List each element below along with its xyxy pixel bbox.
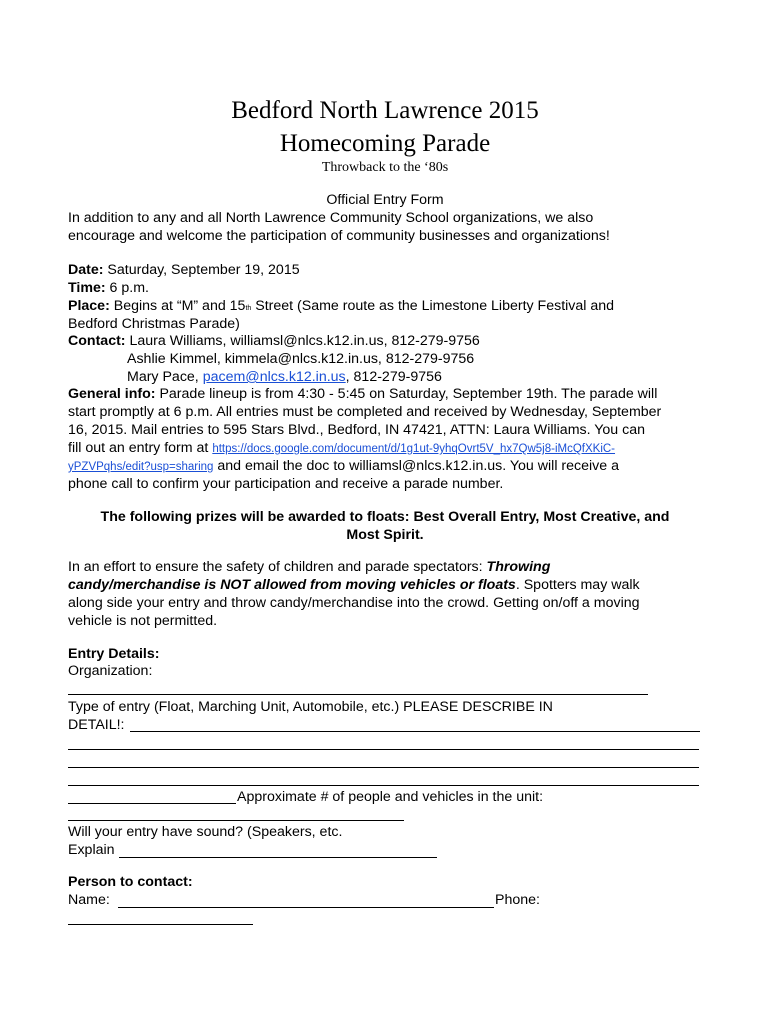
contact-3-phone: , 812-279-9756 (345, 369, 442, 385)
place-superscript: th (245, 305, 252, 312)
contact-3-email-link[interactable]: pacem@nlcs.k12.in.us (202, 369, 346, 385)
phone-field[interactable] (68, 924, 253, 925)
entry-type-field[interactable] (68, 785, 699, 786)
entry-type-label-cont: DETAIL!: (68, 717, 125, 733)
date-label: Date: (68, 262, 104, 278)
safety-emphasis: Throwing (486, 559, 551, 575)
general-info-text: Parade lineup is from 4:30 - 5:45 on Saturday, September 19th. The parade will (155, 386, 658, 402)
general-info-line: start promptly at 6 p.m. All entries must be completed and received by Wednesday, September (68, 404, 662, 420)
general-info-text: and email the doc to williamsl@nlcs.k12.in.us. You will receive a (213, 458, 619, 474)
date-value: Saturday, September 19, 2015 (103, 262, 300, 278)
time-row (68, 280, 149, 298)
time-value: 6 p.m. (105, 280, 149, 296)
safety-line: vehicle is not permitted. (68, 613, 218, 629)
general-info-line: 16, 2015. Mail entries to 595 Stars Blvd., Bedford, IN 47421, ATTN: Laura Williams. You can (68, 422, 645, 438)
safety-line (68, 559, 550, 577)
page-title: Bedford North Lawrence 2015 (231, 97, 539, 124)
general-info-label: General info: (68, 386, 156, 402)
place-row (68, 298, 614, 316)
place-row-cont: Bedford Christmas Parade) (68, 316, 240, 332)
place-value: Begins at “M” and 15 (109, 298, 246, 314)
contact-2: Ashlie Kimmel, kimmela@nlcs.k12.in.us, 812-279-9756 (127, 351, 475, 367)
place-label: Place: (68, 298, 110, 314)
explain-label: Explain (68, 842, 115, 858)
entry-type-label: Type of entry (Float, Marching Unit, Automobile, etc.) PLEASE DESCRIBE IN (68, 699, 553, 715)
explain-field[interactable] (119, 857, 437, 858)
contact-label: Contact: (68, 333, 126, 349)
general-info-line (68, 440, 615, 459)
contact-row (68, 333, 480, 351)
entry-details-heading: Entry Details: (68, 646, 160, 662)
page-title-line2: Homecoming Parade (279, 130, 491, 157)
intro-line: encourage and welcome the participation of community businesses and organizations! (68, 228, 610, 244)
safety-line: along side your entry and throw candy/merchandise into the crowd. Getting on/off a moving (68, 595, 640, 611)
contact-1: Laura Williams, williamsl@nlcs.k12.in.us, 812-279-9756 (125, 333, 480, 349)
prizes-line: Most Spirit. (346, 527, 424, 543)
entry-type-field[interactable] (68, 767, 699, 768)
entry-type-field[interactable] (130, 731, 700, 732)
approx-count-field[interactable] (68, 820, 404, 821)
general-info-text: fill out an entry form at (68, 440, 213, 456)
safety-line (68, 577, 640, 595)
general-info-row (68, 386, 657, 404)
entry-form-link-cont[interactable]: yPZVPqhs/edit?usp=sharing (68, 461, 214, 473)
contact-3-name: Mary Pace, (127, 369, 203, 385)
approx-count-field[interactable] (68, 803, 236, 804)
organization-field[interactable] (68, 694, 648, 695)
phone-label: Phone: (495, 892, 540, 908)
organization-label: Organization: (68, 663, 153, 679)
entry-form-link[interactable]: https://docs.google.com/document/d/1g1ut-9yhqOvrt5V_hx7Qw5j8-iMcQfXKiC- (212, 443, 616, 455)
form-label: Official Entry Form (326, 192, 444, 208)
time-label: Time: (68, 280, 106, 296)
name-field[interactable] (118, 907, 494, 908)
date-row (68, 262, 300, 280)
sound-question: Will your entry have sound? (Speakers, etc. (68, 824, 343, 840)
approx-count-label: Approximate # of people and vehicles in the unit: (237, 789, 544, 805)
place-value-cont: Street (Same route as the Limestone Liberty Festival and (251, 298, 615, 314)
contact-3 (127, 369, 442, 387)
general-info-line (68, 458, 619, 477)
name-label: Name: (68, 892, 110, 908)
page-subtitle: Throwback to the ‘80s (321, 160, 449, 175)
safety-text: . Spotters may walk (515, 577, 640, 593)
entry-type-field[interactable] (68, 749, 699, 750)
general-info-line: phone call to confirm your participation and receive a parade number. (68, 476, 504, 492)
prizes-line: The following prizes will be awarded to floats: Best Overall Entry, Most Creative, and (100, 509, 670, 525)
person-to-contact-heading: Person to contact: (68, 874, 193, 890)
safety-text: In an effort to ensure the safety of children and parade spectators: (68, 559, 487, 575)
intro-line: In addition to any and all North Lawrence Community School organizations, we also (68, 210, 594, 226)
safety-emphasis: candy/merchandise is NOT allowed from moving vehicles or floats (68, 577, 516, 593)
